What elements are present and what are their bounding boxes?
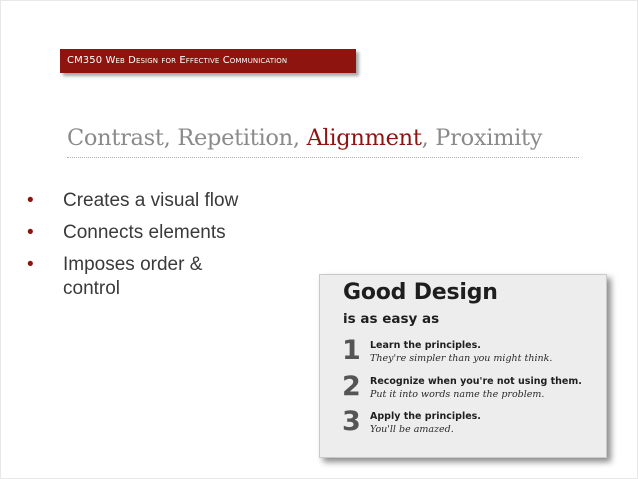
card-title: Good Design [343,280,498,305]
step-number: 2 [342,371,361,402]
bullet-item [25,189,285,213]
step-item [342,406,602,441]
step-item [342,335,602,370]
step-item [342,371,602,406]
bullet-list [25,189,285,309]
step-note: They're simpler than you might think. [370,353,553,364]
course-label: CM350 Web Design for Effective Communication [60,49,356,73]
step-number: 1 [342,335,361,366]
step-heading: Recognize when you're not using them. [370,376,582,387]
step-heading: Apply the principles. [370,411,481,422]
slide-title [67,125,579,158]
title-highlight: Alignment [306,125,422,151]
bullet-text: Creates a visual flow [63,190,239,211]
bullet-item [25,221,285,245]
good-design-card [319,274,607,458]
bullet-marker: • [27,190,34,211]
title-part-2: , Proximity [421,125,543,151]
step-number: 3 [342,406,361,437]
bullet-marker: • [27,254,34,275]
title-part-1: Contrast, Repetition, [67,125,307,151]
step-heading: Learn the principles. [370,340,481,351]
bullet-marker: • [27,222,34,243]
step-note: Put it into words name the problem. [370,389,545,400]
bullet-text: Connects elements [63,222,226,243]
step-note: You'll be amazed. [370,424,454,435]
bullet-item [25,253,225,301]
card-subtitle: is as easy as [343,311,440,327]
bullet-text: Imposes order & control [63,254,203,299]
